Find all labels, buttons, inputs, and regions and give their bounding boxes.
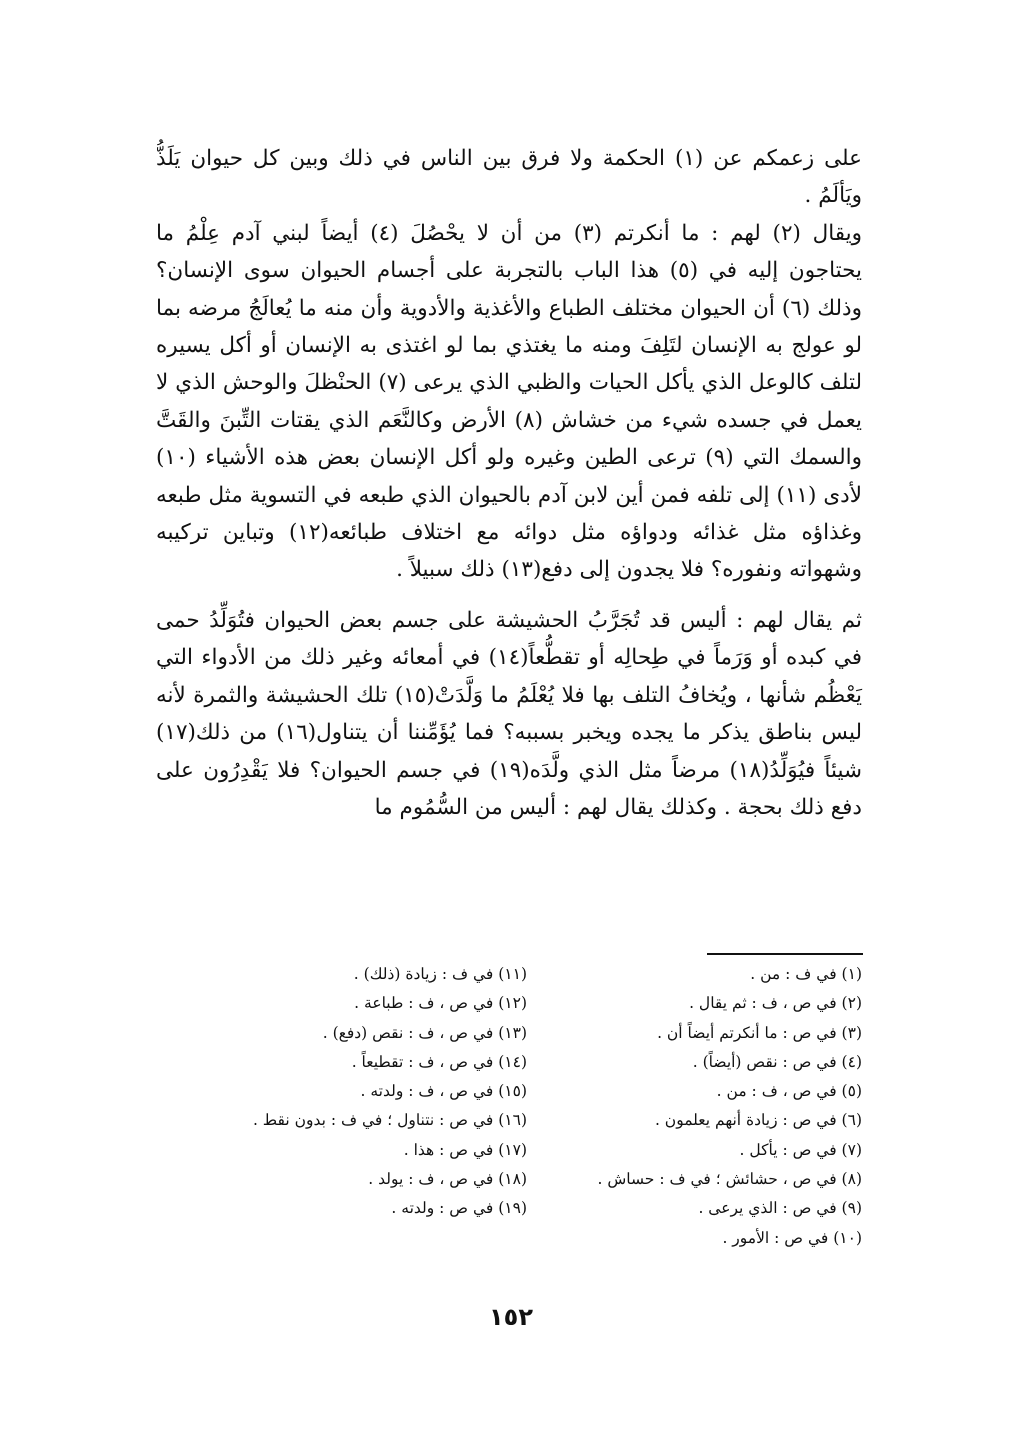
footnotes-left-column — [180, 960, 527, 1224]
footnote-18: (١٨) في ص ، ف : يولد . — [368, 1170, 527, 1189]
page-number: ١٥٢ — [489, 1303, 533, 1331]
footnote-19: (١٩) في ص : ولدته . — [391, 1199, 527, 1218]
footnote-6: (٦) في ص : زيادة أنهم يعلمون . — [654, 1111, 862, 1130]
footnote-2: (٢) في ص ، ف : ثم يقال . — [689, 994, 862, 1013]
footnote-7: (٧) في ص : يأكل . — [739, 1140, 862, 1159]
footnote-4: (٤) في ص : نقص (أيضاً) . — [692, 1052, 862, 1071]
paragraph-1: على زعمكم عن (١) الحكمة ولا فرق بين الناس في ذلك وبين كل حيوان يَلَذُّ ويَألَمُ . — [156, 146, 862, 209]
footnote-1: (١) في ف : من . — [750, 965, 862, 983]
footnote-8: (٨) في ص ، حشائش ؛ في ف : حساش . — [597, 1170, 862, 1189]
paragraph-3: ثم يقال لهم : أليس قد تُجَرَّبُ الحشيشة على جسم بعض الحيوان فتُوَلِّدُ حمى في كبده أو وَرَماً في طِحالِه أو تقطُّعاً(١٤) في أمعائه وغير ذلك من الأدواء التي يَعْظُم شأنها ، ويُخافُ التلف بها فلا يُعْلَمُ ما وَلَّدَتْ(١٥) تلك الحشيشة والثمرة لأنه ليس بناطق يذكر ما يجده ويخبر بسببه؟ فما يُؤَمِّننا أن يتناول(١٦) من ذلك(١٧) شيئاً فيُوَلِّدُ(١٨) مرضاً مثل الذي ولَّدَه(١٩) في جسم الحيوان؟ فلا يَقْدِرُون على دفع ذلك بحجة . وكذلك يقال لهم : أليس من السُّمُوم ما — [156, 607, 862, 820]
footnote-14: (١٤) في ص ، ف : تقطيعاً . — [351, 1052, 527, 1071]
footnote-13: (١٣) في ص ، ف : نقص (دفع) . — [322, 1023, 527, 1042]
paragraph-2: ويقال (٢) لهم : ما أنكرتم (٣) من أن لا يحْصُلَ (٤) أيضاً لبني آدم عِلْمُ ما يحتاجون إليه في (٥) هذا الباب بالتجربة على أجسام الحيوان سوى الإنسان؟ وذلك (٦) أن الحيوان مختلف الطباع والأغذية والأدوية وأن منه ما يُعالَجُ مرضه بما لو عولج به الإنسان لتَلِفَ ومنه ما يغتذي بما لو اغتذى به الإنسان أو أكل يسيره لتلف كالوعل الذي يأكل الحيات والظبي الذي يرعى (٧) الحنْظلَ والوحش الذي لا يعمل في جسده شيء من خشاش (٨) الأرض وكالنَّعَم الذي يقتات التِّبنَ والقَتَّ والسمك التي (٩) ترعى الطين وغيره ولو أكل الإنسان بعض هذه الأشياء (١٠) لأدى (١١) إلى تلفه فمن أين لابن آدم بالحيوان الذي طبعه في التسوية مثل طبعه وغذاؤه مثل غذائه ودواؤه مثل دوائه مع اختلاف طبائعه(١٢) وتباين تركيبه وشهواته ونفوره؟ فلا يجدون إلى دفع(١٣) ذلك سبيلاً . — [156, 220, 862, 583]
footnote-10: (١٠) في ص : الأمور . — [722, 1228, 862, 1247]
footnote-divider — [707, 953, 863, 955]
main-text — [156, 140, 862, 826]
footnote-3: (٣) في ص : ما أنكرتم أيضاً أن . — [657, 1023, 862, 1042]
footnote-15: (١٥) في ص ، ف : ولدته . — [360, 1082, 527, 1101]
footnote-16: (١٦) في ص : نتناول ؛ في ف : بدون نقط . — [252, 1111, 527, 1130]
footnote-11: (١١) في ف : زيادة (ذلك) . — [353, 965, 527, 983]
footnote-9: (٩) في ص : الذي يرعى . — [698, 1199, 862, 1218]
footnote-12: (١٢) في ص ، ف : طباعة . — [354, 994, 527, 1013]
footnotes-right-column — [540, 960, 862, 1253]
footnote-5: (٥) في ص ، ف : من . — [716, 1082, 862, 1101]
footnote-17: (١٧) في ص : هذا . — [403, 1140, 527, 1159]
